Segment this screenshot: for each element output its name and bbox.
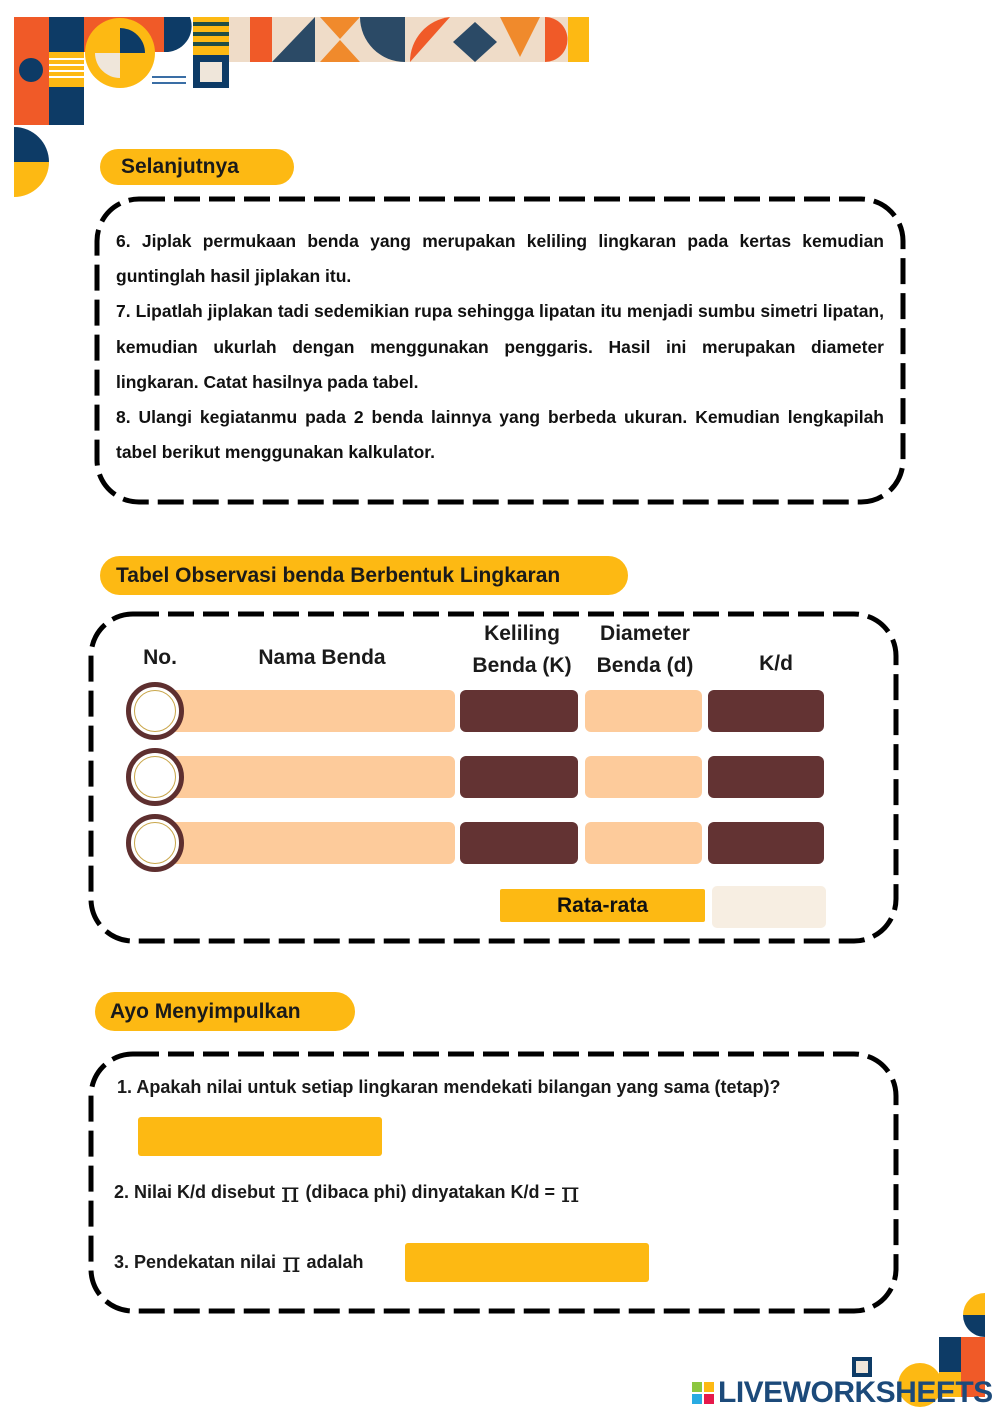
row-number-circle [126,682,184,740]
step-8: 8. Ulangi kegiatanmu pada 2 benda lainnya yang berbeda ukuran. Kemudian lengkapilah tabel berikut menggunakan kalkulator. [116,407,884,463]
keliling-input[interactable] [460,756,578,798]
instructions [116,224,884,470]
average-label: Rata-rata [500,889,705,922]
question-3-text-a: 3. Pendekatan nilai [114,1252,277,1272]
answer-3-input[interactable] [405,1243,649,1282]
section-title-selanjutnya: Selanjutnya [100,149,294,185]
header-keliling [462,618,582,682]
question-3 [114,1246,364,1279]
logo-text: LIVEWORKSHEETS [718,1376,993,1409]
kd-input[interactable] [708,822,824,864]
pi-symbol: π [282,1246,301,1279]
pi-symbol: π [561,1176,580,1209]
section-title-table: Tabel Observasi benda Berbentuk Lingkaran [100,556,628,595]
header-diameter [585,618,705,682]
liveworksheets-logo [692,1376,993,1410]
row-number-circle [126,748,184,806]
name-input[interactable] [170,756,455,798]
live-icon [692,1382,714,1404]
question-2-text-b: (dibaca phi) dinyatakan K/d = [305,1182,555,1202]
average-input[interactable] [712,886,826,928]
diameter-input[interactable] [585,756,702,798]
keliling-input[interactable] [460,690,578,732]
name-input[interactable] [170,822,455,864]
question-1: 1. Apakah nilai untuk setiap lingkaran mendekati bilangan yang sama (tetap)? [117,1077,781,1097]
header-keliling-2: Benda (K) [472,654,572,677]
row-number-circle [126,814,184,872]
question-3-text-b: adalah [306,1252,364,1272]
question-2-text-a: 2. Nilai K/d disebut [114,1182,276,1202]
header-kd: K/d [759,652,793,675]
diameter-input[interactable] [585,690,702,732]
name-input[interactable] [170,690,455,732]
kd-input[interactable] [708,756,824,798]
step-7: 7. Lipatlah jiplakan tadi sedemikian rupa sehingga lipatan itu menjadi sumbu simetri lipatan, kemudian ukurlah dengan menggunakan penggaris. Hasil ini merupakan diameter lingkaran. Catat hasilnya pada tabel. [116,301,884,392]
header-diameter-1: Diameter [600,622,690,645]
pi-symbol: π [281,1176,300,1209]
section-title-conclusion: Ayo Menyimpulkan [95,992,355,1031]
header-no: No. [143,646,177,669]
diameter-input[interactable] [585,822,702,864]
header-name: Nama Benda [258,646,386,669]
header-diameter-2: Benda (d) [596,654,694,677]
answer-1-input[interactable] [138,1117,382,1156]
keliling-input[interactable] [460,822,578,864]
question-2 [114,1176,579,1209]
kd-input[interactable] [708,690,824,732]
step-6: 6. Jiplak permukaan benda yang merupakan keliling lingkaran pada kertas kemudian guntinglah hasil jiplakan itu. [116,231,884,287]
header-keliling-1: Keliling [484,622,560,645]
